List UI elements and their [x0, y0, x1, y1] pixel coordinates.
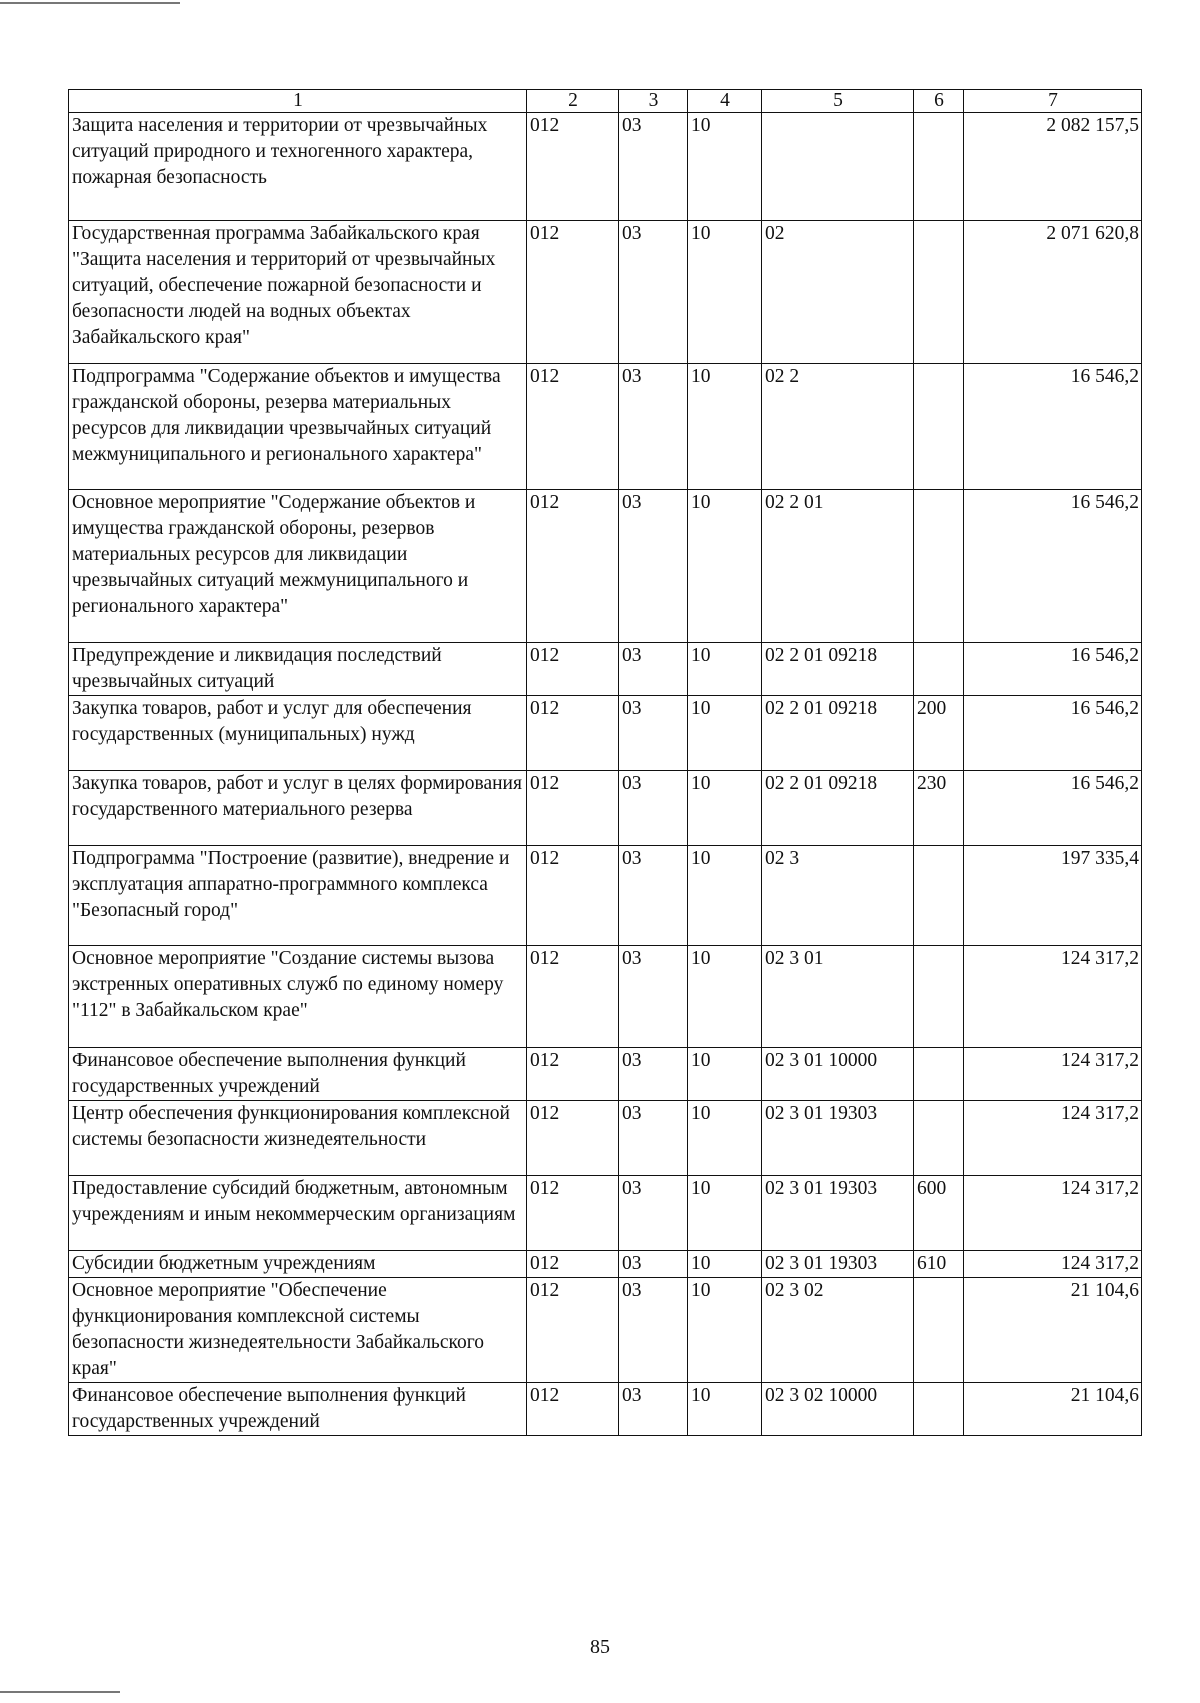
row-section-cell: 03	[619, 1251, 688, 1278]
row-name-cell: Основное мероприятие "Обеспечение функционирования комплексной системы безопасности жизнедеятельности Забайкальского края"	[69, 1278, 527, 1383]
row-subsection-cell: 10	[688, 696, 762, 771]
row-admin-code-cell: 012	[527, 1251, 619, 1278]
row-amount-cell: 124 317,2	[964, 1048, 1142, 1101]
row-section-cell: 03	[619, 846, 688, 946]
table-row	[69, 1278, 1142, 1383]
row-subsection-cell: 10	[688, 1383, 762, 1436]
row-amount-cell: 16 546,2	[964, 696, 1142, 771]
row-amount-cell: 16 546,2	[964, 490, 1142, 643]
col-header-5: 5	[762, 90, 914, 113]
table-row	[69, 1048, 1142, 1101]
row-name-cell: Основное мероприятие "Содержание объектов и имущества гражданской обороны, резервов материальных ресурсов для ликвидации чрезвычайных ситуаций межмуниципального и регионального характера"	[69, 490, 527, 643]
row-subsection-cell: 10	[688, 1278, 762, 1383]
row-name-cell: Подпрограмма "Построение (развитие), внедрение и эксплуатация аппаратно-программного комплекса "Безопасный город"	[69, 846, 527, 946]
row-name-cell: Финансовое обеспечение выполнения функций государственных учреждений	[69, 1048, 527, 1101]
row-admin-code-cell: 012	[527, 771, 619, 846]
row-target-code-cell: 02 2 01	[762, 490, 914, 643]
row-expense-type-cell	[914, 113, 964, 221]
budget-table	[68, 89, 1142, 1436]
row-section-cell: 03	[619, 1101, 688, 1176]
row-expense-type-cell: 200	[914, 696, 964, 771]
col-header-6: 6	[914, 90, 964, 113]
row-expense-type-cell	[914, 364, 964, 490]
row-target-code-cell	[762, 113, 914, 221]
row-admin-code-cell: 012	[527, 490, 619, 643]
row-target-code-cell: 02 2 01 09218	[762, 771, 914, 846]
scan-edge-line-top	[0, 2, 180, 4]
row-amount-cell: 124 317,2	[964, 1251, 1142, 1278]
table-body	[69, 113, 1142, 1436]
row-target-code-cell: 02	[762, 221, 914, 364]
row-section-cell: 03	[619, 1176, 688, 1251]
row-name-cell: Финансовое обеспечение выполнения функций государственных учреждений	[69, 1383, 527, 1436]
row-admin-code-cell: 012	[527, 221, 619, 364]
row-subsection-cell: 10	[688, 364, 762, 490]
row-name-cell: Основное мероприятие "Создание системы вызова экстренных оперативных служб по единому номеру "112" в Забайкальском крае"	[69, 946, 527, 1048]
col-header-7: 7	[964, 90, 1142, 113]
col-header-1: 1	[69, 90, 527, 113]
table-row	[69, 364, 1142, 490]
table-header-row	[69, 90, 1142, 113]
row-amount-cell: 21 104,6	[964, 1383, 1142, 1436]
row-name-cell: Подпрограмма "Содержание объектов и имущества гражданской обороны, резерва материальных ресурсов для ликвидации чрезвычайных ситуаций межмуниципального и регионального характера"	[69, 364, 527, 490]
row-section-cell: 03	[619, 1048, 688, 1101]
row-name-cell: Предупреждение и ликвидация последствий чрезвычайных ситуаций	[69, 643, 527, 696]
row-amount-cell: 2 071 620,8	[964, 221, 1142, 364]
row-admin-code-cell: 012	[527, 696, 619, 771]
table-row	[69, 771, 1142, 846]
row-expense-type-cell	[914, 221, 964, 364]
row-section-cell: 03	[619, 113, 688, 221]
row-admin-code-cell: 012	[527, 643, 619, 696]
row-section-cell: 03	[619, 490, 688, 643]
row-subsection-cell: 10	[688, 1048, 762, 1101]
page-number: 85	[590, 1636, 610, 1658]
row-admin-code-cell: 012	[527, 113, 619, 221]
row-subsection-cell: 10	[688, 221, 762, 364]
row-expense-type-cell: 610	[914, 1251, 964, 1278]
row-amount-cell: 2 082 157,5	[964, 113, 1142, 221]
row-target-code-cell: 02 3 01	[762, 946, 914, 1048]
row-subsection-cell: 10	[688, 946, 762, 1048]
row-section-cell: 03	[619, 364, 688, 490]
row-amount-cell: 16 546,2	[964, 643, 1142, 696]
row-name-cell: Государственная программа Забайкальского края "Защита населения и территорий от чрезвычайных ситуаций, обеспечение пожарной безопасности и безопасности людей на водных объектах Забайкальского края"	[69, 221, 527, 364]
row-amount-cell: 16 546,2	[964, 364, 1142, 490]
row-expense-type-cell	[914, 1278, 964, 1383]
row-name-cell: Защита населения и территории от чрезвычайных ситуаций природного и техногенного характера, пожарная безопасность	[69, 113, 527, 221]
row-admin-code-cell: 012	[527, 1101, 619, 1176]
row-section-cell: 03	[619, 643, 688, 696]
row-admin-code-cell: 012	[527, 1278, 619, 1383]
row-expense-type-cell	[914, 946, 964, 1048]
row-subsection-cell: 10	[688, 490, 762, 643]
col-header-4: 4	[688, 90, 762, 113]
row-target-code-cell: 02 2 01 09218	[762, 696, 914, 771]
row-expense-type-cell	[914, 643, 964, 696]
row-expense-type-cell	[914, 1101, 964, 1176]
row-section-cell: 03	[619, 946, 688, 1048]
row-subsection-cell: 10	[688, 1176, 762, 1251]
scan-edge-line-bottom	[0, 1691, 120, 1693]
row-subsection-cell: 10	[688, 113, 762, 221]
table-row	[69, 696, 1142, 771]
table-row	[69, 946, 1142, 1048]
row-subsection-cell: 10	[688, 771, 762, 846]
row-target-code-cell: 02 3 01 19303	[762, 1101, 914, 1176]
row-amount-cell: 124 317,2	[964, 1101, 1142, 1176]
row-target-code-cell: 02 3 02 10000	[762, 1383, 914, 1436]
row-section-cell: 03	[619, 221, 688, 364]
row-admin-code-cell: 012	[527, 946, 619, 1048]
row-name-cell: Закупка товаров, работ и услуг для обеспечения государственных (муниципальных) нужд	[69, 696, 527, 771]
table-row	[69, 1101, 1142, 1176]
row-amount-cell: 197 335,4	[964, 846, 1142, 946]
row-expense-type-cell	[914, 1048, 964, 1101]
row-target-code-cell: 02 3 01 10000	[762, 1048, 914, 1101]
row-target-code-cell: 02 2	[762, 364, 914, 490]
row-target-code-cell: 02 3	[762, 846, 914, 946]
table-row	[69, 643, 1142, 696]
col-header-3: 3	[619, 90, 688, 113]
col-header-2: 2	[527, 90, 619, 113]
row-admin-code-cell: 012	[527, 1383, 619, 1436]
table-row	[69, 113, 1142, 221]
row-expense-type-cell	[914, 490, 964, 643]
row-name-cell: Центр обеспечения функционирования комплексной системы безопасности жизнедеятельности	[69, 1101, 527, 1176]
row-target-code-cell: 02 3 01 19303	[762, 1251, 914, 1278]
row-section-cell: 03	[619, 1383, 688, 1436]
row-expense-type-cell	[914, 846, 964, 946]
row-name-cell: Субсидии бюджетным учреждениям	[69, 1251, 527, 1278]
row-target-code-cell: 02 3 02	[762, 1278, 914, 1383]
row-amount-cell: 124 317,2	[964, 1176, 1142, 1251]
row-amount-cell: 124 317,2	[964, 946, 1142, 1048]
row-name-cell: Предоставление субсидий бюджетным, автономным учреждениям и иным некоммерческим организациям	[69, 1176, 527, 1251]
row-subsection-cell: 10	[688, 643, 762, 696]
table-row	[69, 490, 1142, 643]
row-subsection-cell: 10	[688, 846, 762, 946]
row-subsection-cell: 10	[688, 1101, 762, 1176]
row-section-cell: 03	[619, 771, 688, 846]
row-name-cell: Закупка товаров, работ и услуг в целях формирования государственного материального резерва	[69, 771, 527, 846]
row-admin-code-cell: 012	[527, 1176, 619, 1251]
row-admin-code-cell: 012	[527, 1048, 619, 1101]
table-row	[69, 221, 1142, 364]
row-section-cell: 03	[619, 1278, 688, 1383]
row-amount-cell: 16 546,2	[964, 771, 1142, 846]
table-row	[69, 846, 1142, 946]
row-target-code-cell: 02 2 01 09218	[762, 643, 914, 696]
row-expense-type-cell	[914, 1383, 964, 1436]
row-expense-type-cell: 230	[914, 771, 964, 846]
row-amount-cell: 21 104,6	[964, 1278, 1142, 1383]
row-expense-type-cell: 600	[914, 1176, 964, 1251]
row-target-code-cell: 02 3 01 19303	[762, 1176, 914, 1251]
row-section-cell: 03	[619, 696, 688, 771]
table-row	[69, 1383, 1142, 1436]
table-row	[69, 1251, 1142, 1278]
row-subsection-cell: 10	[688, 1251, 762, 1278]
table-row	[69, 1176, 1142, 1251]
row-admin-code-cell: 012	[527, 846, 619, 946]
row-admin-code-cell: 012	[527, 364, 619, 490]
